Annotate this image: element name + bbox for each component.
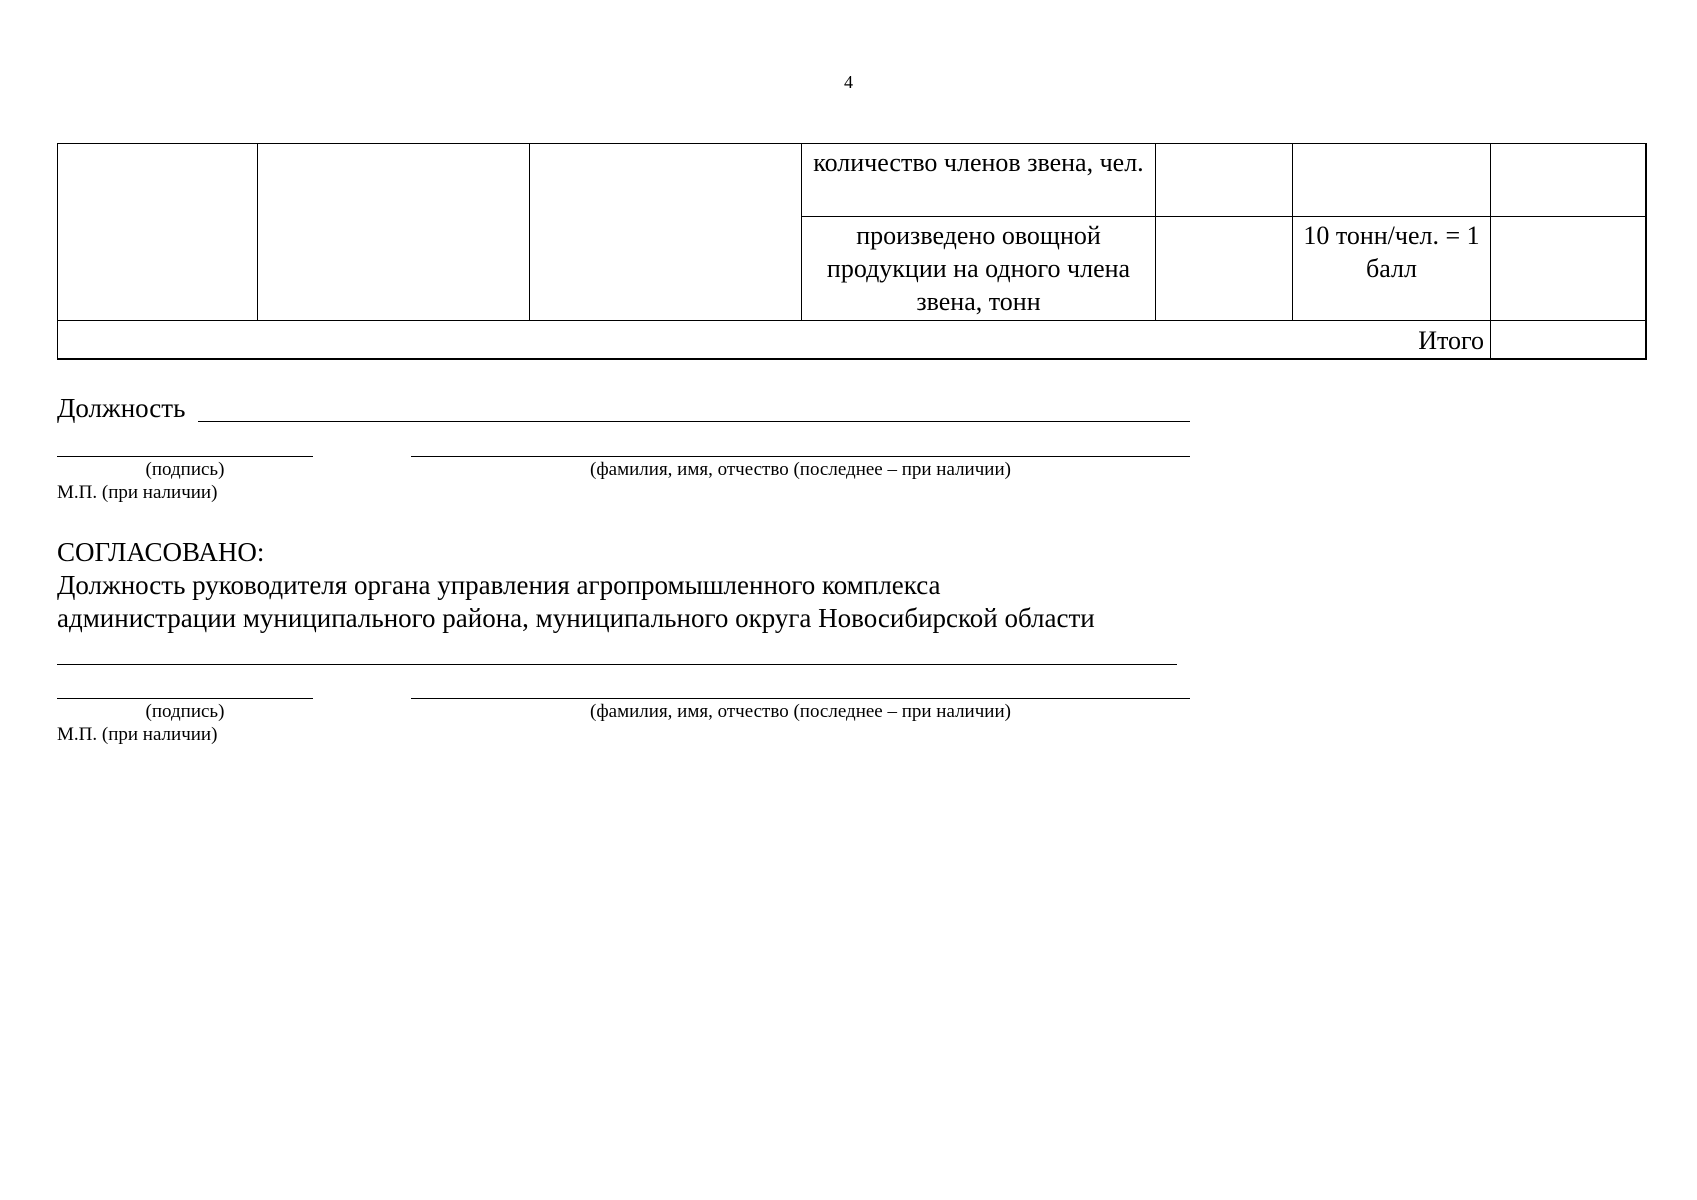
table-cell-empty [1293,144,1491,217]
signature-caption: (подпись) [145,459,225,480]
scoring-table [57,143,1647,360]
approval-position-line [57,664,1177,665]
table-row [58,144,1647,217]
stamp-caption: М.П. (при наличии) [57,482,218,503]
table-cell-empty [1156,217,1293,321]
indicator-cell: произведено овощной продукции на одного члена звена, тонн [802,217,1156,321]
signature-line [57,456,313,457]
table-cell-empty [530,144,802,321]
table-cell-empty [258,144,530,321]
table-cell-empty [1491,217,1647,321]
table-cell-empty [1491,144,1647,217]
total-label: Итого [58,321,1491,360]
approval-stamp-caption: М.П. (при наличии) [57,724,218,745]
table-cell-empty [1156,144,1293,217]
name-caption: (фамилия, имя, отчество (последнее – при наличии) [590,459,1011,480]
total-value-cell [1491,321,1647,360]
position-label: Должность [57,393,186,423]
approval-position-line-1: Должность руководителя органа управления агропромышленного комплекса [57,570,941,600]
total-row [58,321,1647,360]
table-cell-empty [58,144,258,321]
approval-heading: СОГЛАСОВАНО: [57,537,265,567]
criterion-cell: 10 тонн/чел. = 1 балл [1293,217,1491,321]
approval-signature-caption: (подпись) [145,701,225,722]
position-line [198,421,1190,422]
approval-name-line [411,698,1190,699]
approval-position-line-2: администрации муниципального района, муниципального округа Новосибирской области [57,603,1095,633]
approval-signature-line [57,698,313,699]
page-number: 4 [844,72,853,92]
indicator-cell: количество членов звена, чел. [802,144,1156,217]
approval-name-caption: (фамилия, имя, отчество (последнее – при наличии) [590,701,1011,722]
name-line [411,456,1190,457]
